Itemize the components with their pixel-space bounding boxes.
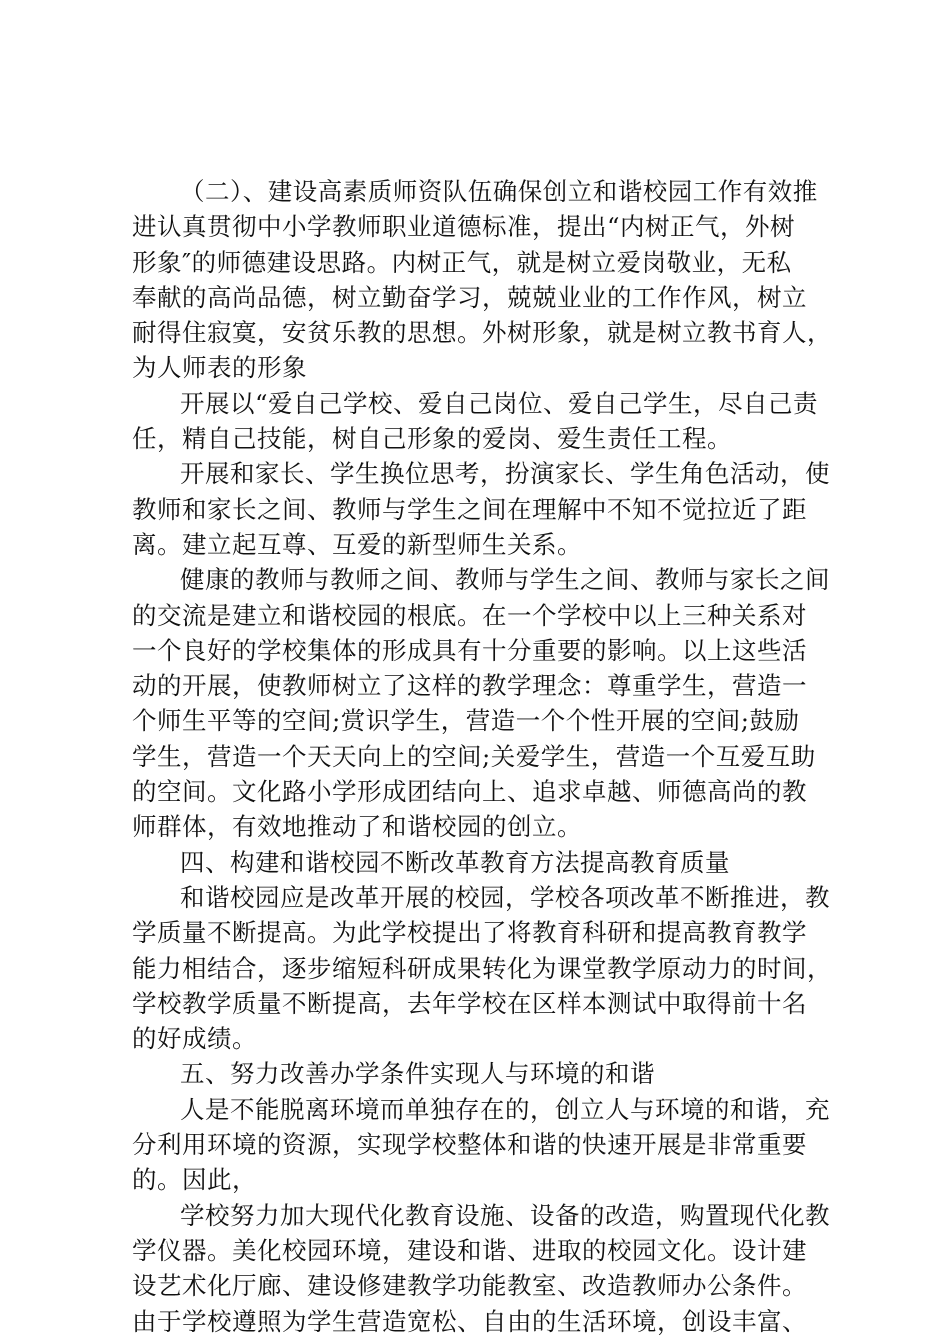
text-line: 人是不能脱离环境而单独存在的，创立人与环境的和谐，充 xyxy=(180,1094,830,1124)
text-line: 耐得住寂寞，安贫乐教的思想。外树形象，就是树立教书育人， xyxy=(132,318,832,348)
text-line: 开展和家长、学生换位思考，扮演家长、学生角色活动，使 xyxy=(180,459,830,489)
text-line: 奉献的高尚品德，树立勤奋学习，兢兢业业的工作作风，树立 xyxy=(132,282,807,312)
text-line: 的空间。文化路小学形成团结向上、追求卓越、师德高尚的教 xyxy=(132,777,807,807)
text-line: 学校努力加大现代化教育设施、设备的改造，购置现代化教 xyxy=(180,1200,830,1230)
text-line: 动的开展，使教师树立了这样的教学理念：尊重学生，营造一 xyxy=(132,671,807,701)
text-line: 个师生平等的空间;赏识学生，营造一个个性开展的空间;鼓励 xyxy=(132,706,800,736)
text-line: 的。因此， xyxy=(132,1165,257,1195)
text-line: 教师和家长之间、教师与学生之间在理解中不知不觉拉近了距 xyxy=(132,494,807,524)
text-line: 形象″的师德建设思路。内树正气，就是树立爱岗敬业，无私 xyxy=(132,247,792,277)
text-line: 师群体，有效地推动了和谐校园的创立。 xyxy=(132,812,582,842)
document-body-text xyxy=(132,174,832,1339)
text-line: 为人师表的形象 xyxy=(132,353,307,383)
text-line: 健康的教师与教师之间、教师与学生之间、教师与家长之间 xyxy=(180,565,830,595)
text-line: 设艺术化厅廊、建设修建教学功能教室、改造教师办公条件。 xyxy=(132,1271,807,1301)
text-line: 四、构建和谐校园不断改革教育方法提高教育质量 xyxy=(180,847,730,877)
text-line: 的好成绩。 xyxy=(132,1024,257,1054)
text-line: 学质量不断提高。为此学校提出了将教育科研和提高教育教学 xyxy=(132,918,807,948)
text-line: 进认真贯彻中小学教师职业道德标准，提出“内树正气，外树 xyxy=(132,212,796,242)
text-line: 五、努力改善办学条件实现人与环境的和谐 xyxy=(180,1059,655,1089)
text-line: 由于学校遵照为学生营造宽松、自由的生活环境，创设丰富、 xyxy=(132,1306,807,1336)
text-line: 和谐校园应是改革开展的校园，学校各项改革不断推进，教 xyxy=(180,882,830,912)
text-line: 分利用环境的资源，实现学校整体和谐的快速开展是非常重要 xyxy=(132,1130,807,1160)
text-line: （二）、建设高素质师资队伍确保创立和谐校园工作有效推 xyxy=(180,177,818,206)
text-line: 离。建立起互尊、互爱的新型师生关系。 xyxy=(132,529,582,559)
text-line: 一个良好的学校集体的形成具有十分重要的影响。以上这些活 xyxy=(132,635,807,665)
text-line: 学生，营造一个天天向上的空间;关爱学生，营造一个互爱互助 xyxy=(132,741,816,771)
text-line: 的交流是建立和谐校园的根底。在一个学校中以上三种关系对 xyxy=(132,600,807,630)
text-line: 任，精自己技能，树自己形象的爱岗、爱生责任工程。 xyxy=(132,424,732,454)
text-line: 能力相结合，逐步缩短科研成果转化为课堂教学原动力的时间， xyxy=(132,953,832,983)
text-line: 学仪器。美化校园环境，建设和谐、进取的校园文化。设计建 xyxy=(132,1235,807,1265)
text-line: 学校教学质量不断提高，去年学校在区样本测试中取得前十名 xyxy=(132,988,807,1018)
text-line: 开展以“爱自己学校、爱自己岗位、爱自己学生，尽自己责 xyxy=(180,388,819,418)
